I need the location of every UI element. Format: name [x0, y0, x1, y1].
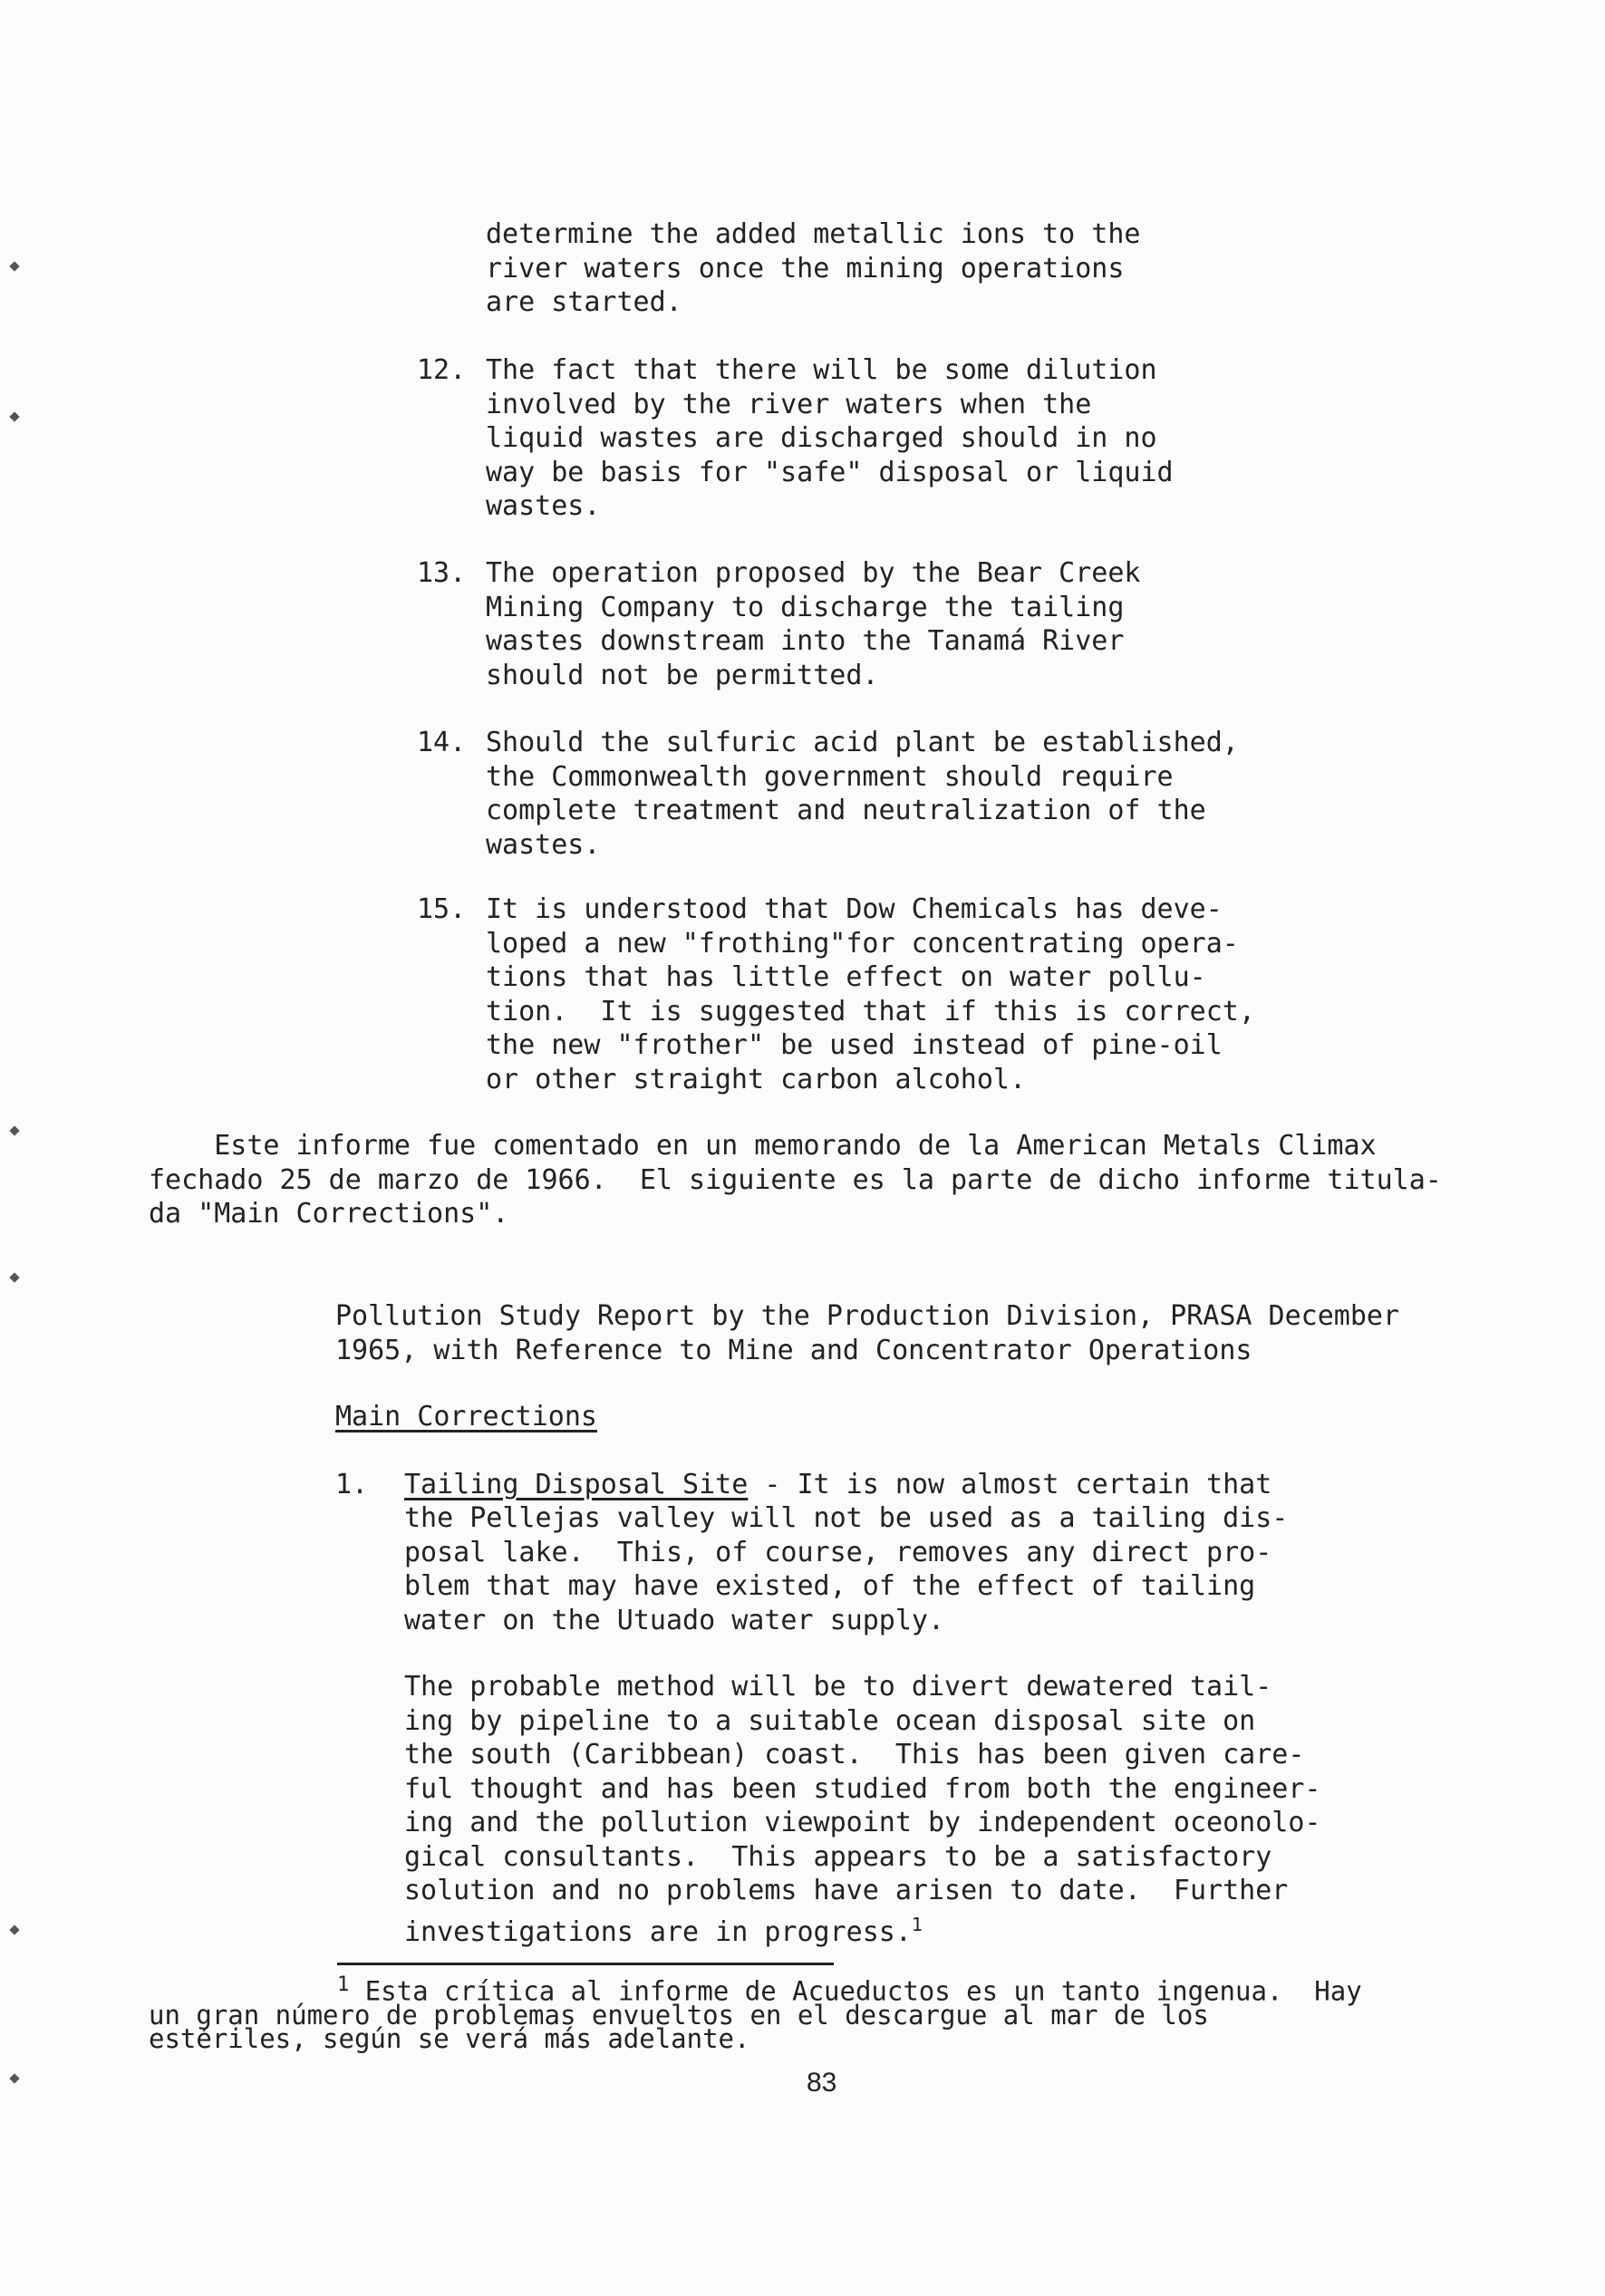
item-number: 12.: [417, 354, 467, 386]
correction-continued: the Pellejas valley will not be used as a tailing dis- posal lake. This, of course, removes any direct pro- blem that may have existed, of the effect of tailing water on the Utuado water supply.: [404, 1502, 1289, 1636]
spanish-paragraph: Este informe fue comentado en un memorando de la American Metals Climax fechado 25 de marzo de 1966. El siguiente es la parte de dicho informe titula- da "Main Corrections".: [149, 1130, 1442, 1230]
item-text: Should the sulfuric acid plant be established, the Commonwealth government should require complete treatment and neutralization of the wastes.: [486, 727, 1239, 861]
margin-mark: [9, 1125, 19, 1135]
correction-paragraph-2-text: The probable method will be to divert dewatered tail- ing by pipeline to a suitable ocean disposal site on the south (Caribbean) coast. This has been given care- ful thought and has been studied from both the engineer- ing and the pollution viewpoint by independent oceonolo- gical consultants. This appears to be a satisfactory solution and no problems have arisen to date. Further investigations are in progress.: [404, 1671, 1321, 1948]
main-corrections-heading: Main Corrections: [335, 1401, 597, 1433]
item-number: 13.: [417, 557, 467, 589]
correction-paragraph-2: [404, 1670, 1320, 1949]
correction-first-line-rest: - It is now almost certain that: [748, 1469, 1272, 1500]
item-text: The fact that there will be some dilution involved by the river waters when the liquid wastes are discharged should in no way be basis for "safe" disposal or liquid wastes.: [486, 354, 1174, 522]
margin-mark: [9, 1925, 19, 1934]
margin-mark: [9, 1272, 19, 1282]
correction-number: 1.: [335, 1469, 369, 1500]
page-number: 83: [807, 2068, 837, 2098]
item-number: 15.: [417, 893, 467, 925]
correction-first-line: [404, 1468, 1271, 1502]
item-number: 14.: [417, 727, 467, 758]
continuation-text: determine the added metallic ions to the river waters once the mining operations are started.: [486, 218, 1141, 318]
margin-mark: [9, 261, 19, 271]
item-text: It is understood that Dow Chemicals has deve- loped a new "frothing"for concentrating opera- tions that has little effect on water pollu- tion. It is suggested that if this is correct, the new "frother" be used instead of pine-oil or other straight carbon alcohol.: [486, 893, 1255, 1095]
correction-heading: Tailing Disposal Site: [404, 1469, 749, 1500]
margin-mark: [9, 2073, 19, 2083]
footnote: [149, 1973, 1362, 2054]
footnote-marker: 1: [337, 1973, 350, 1996]
margin-mark: [9, 411, 19, 421]
report-title: Pollution Study Report by the Production Division, PRASA December 1965, with Reference to Mine and Concentrator Operations: [335, 1300, 1399, 1366]
footnote-reference: 1: [911, 1913, 923, 1935]
item-text: The operation proposed by the Bear Creek Mining Company to discharge the tailing wastes downstream into the Tanamá River should not be permitted.: [486, 557, 1141, 691]
footnote-text-first: Esta crítica al informe de Acueductos es un tanto ingenua. Hay un gran número de problemas envueltos en el descargue al mar de los estériles, según se verá más adelante.: [149, 1975, 1362, 2054]
footnote-rule: [337, 1963, 834, 1965]
